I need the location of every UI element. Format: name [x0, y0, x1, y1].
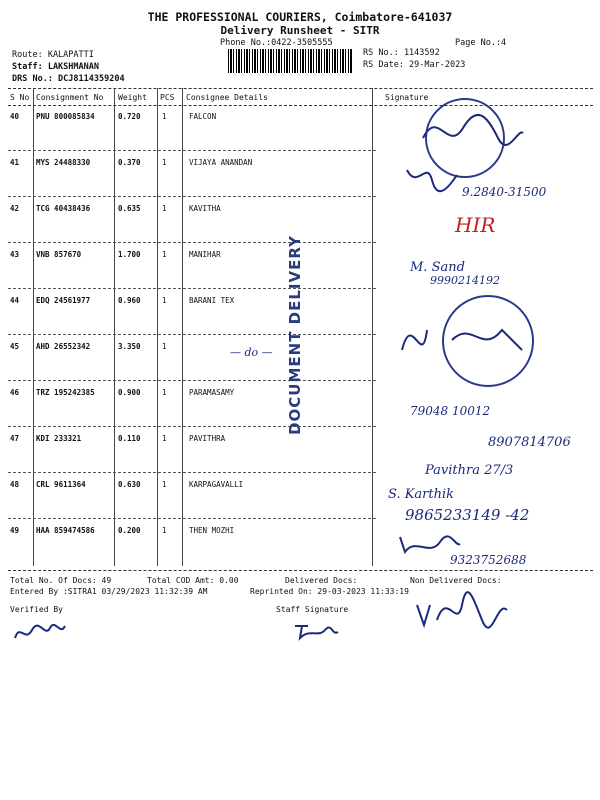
ditto-mark: — do — [230, 346, 273, 359]
document-subtitle: Delivery Runsheet - SITR [220, 24, 380, 37]
header-top-rule [8, 88, 593, 89]
column-header-pcs: PCS [160, 93, 175, 102]
row-sno: 49 [10, 526, 20, 535]
row-weight: 0.200 [118, 526, 141, 535]
handwritten-name: S. Karthik [388, 487, 455, 502]
row-sno: 42 [10, 204, 20, 213]
handwritten-name: Pavithra 27/3 [425, 463, 514, 478]
row-separator [8, 196, 376, 197]
row-consignment-no: TRZ 195242385 [36, 388, 95, 397]
barcode-image [228, 49, 353, 73]
row-separator [8, 472, 376, 473]
staff-label: Staff: LAKSHMANAN [12, 62, 99, 72]
verified-by-label: Verified By [10, 605, 63, 614]
row-separator [8, 288, 376, 289]
non-delivered-docs: Non Delivered Docs: [410, 576, 502, 585]
row-consignee: PARAMASAMY [189, 388, 235, 397]
footer-rule [8, 570, 593, 571]
row-pcs: 1 [162, 480, 167, 489]
row-consignment-no: KDI 233321 [36, 434, 82, 443]
row-pcs: 1 [162, 296, 167, 305]
column-header-consignment: Consignment No [36, 93, 104, 102]
handwritten-phone: 9.2840-31500 [462, 185, 547, 199]
row-weight: 0.900 [118, 388, 141, 397]
reprinted-on: Reprinted On: 29-03-2023 11:33:19 [250, 587, 409, 596]
header-bottom-rule [8, 105, 593, 106]
handwritten-phone: 9865233149 -42 [405, 506, 530, 524]
row-consignee: KARPAGAVALLI [189, 480, 244, 489]
row-sno: 48 [10, 480, 20, 489]
row-pcs: 1 [162, 434, 167, 443]
row-consignment-no: HAA 859474586 [36, 526, 95, 535]
rs-number: RS No.: 1143592 [363, 48, 440, 58]
document-delivery-stamp: DOCUMENT DELIVERY [286, 235, 304, 435]
row-separator [8, 334, 376, 335]
authorized-signature [412, 590, 512, 635]
column-divider [114, 88, 115, 566]
phone-number: Phone No.:0422-3505555 [220, 38, 333, 48]
handwritten-phone: 9990214192 [430, 274, 500, 287]
handwritten-phone: 9323752688 [450, 553, 527, 567]
entered-by: Entered By :SITRA1 03/29/2023 11:32:39 AM [10, 587, 208, 596]
row-consignee: BARANI TEX [189, 296, 235, 305]
row-consignment-no: EDQ 24561977 [36, 296, 91, 305]
row-separator [8, 380, 376, 381]
column-header-sno: S No [10, 93, 30, 102]
drs-number: DRS No.: DCJ8114359204 [12, 74, 125, 84]
row-pcs: 1 [162, 388, 167, 397]
row-pcs: 1 [162, 112, 167, 121]
staff-signature-label: Staff Signature [276, 605, 349, 614]
row-weight: 0.630 [118, 480, 141, 489]
column-divider [372, 88, 373, 566]
handwritten-phone: 8907814706 [488, 435, 571, 450]
row-pcs: 1 [162, 204, 167, 213]
row-consignee: THEN MOZHI [189, 526, 235, 535]
row-sno: 40 [10, 112, 20, 121]
column-header-signature: Signature [385, 93, 429, 102]
handwritten-name: M. Sand [410, 260, 465, 275]
row-sno: 47 [10, 434, 20, 443]
column-header-consignee: Consignee Details [186, 93, 268, 102]
row-weight: 1.700 [118, 250, 141, 259]
company-title: THE PROFESSIONAL COURIERS, Coimbatore-641037 [147, 10, 453, 24]
delivered-docs: Delivered Docs: [285, 576, 358, 585]
row-sno: 46 [10, 388, 20, 397]
signature-scribble [418, 108, 528, 158]
route-label: Route: KALAPATTI [12, 50, 94, 60]
row-consignee: VIJAYA ANANDAN [189, 158, 253, 167]
row-weight: 0.635 [118, 204, 141, 213]
row-consignee: MANIHAR [189, 250, 221, 259]
total-docs: Total No. Of Docs: 49 [10, 576, 112, 585]
row-consignment-no: PNU 800085834 [36, 112, 95, 121]
signature-scribble [402, 160, 462, 195]
page-number: Page No.:4 [455, 38, 507, 48]
column-header-weight: Weight [118, 93, 147, 102]
row-pcs: 1 [162, 526, 167, 535]
column-divider [157, 88, 158, 566]
row-separator [8, 426, 376, 427]
row-weight: 0.370 [118, 158, 141, 167]
row-consignment-no: TCG 40438436 [36, 204, 91, 213]
row-separator [8, 150, 376, 151]
column-divider [33, 88, 34, 566]
row-consignment-no: AHD 26552342 [36, 342, 91, 351]
rs-date: RS Date: 29-Mar-2023 [363, 60, 466, 70]
row-pcs: 1 [162, 250, 167, 259]
row-consignee: PAVITHRA [189, 434, 226, 443]
total-cod: Total COD Amt: 0.00 [147, 576, 239, 585]
handwritten-note: 79048 10012 [410, 404, 491, 418]
row-consignment-no: VNB 857670 [36, 250, 82, 259]
row-consignee: FALCON [189, 112, 217, 121]
row-sno: 45 [10, 342, 20, 351]
row-sno: 41 [10, 158, 20, 167]
row-weight: 0.960 [118, 296, 141, 305]
verifier-signature [10, 618, 70, 648]
row-consignee: KAVITHA [189, 204, 221, 213]
row-sno: 44 [10, 296, 20, 305]
row-consignment-no: CRL 9611364 [36, 480, 86, 489]
handwritten-note: HIR [455, 213, 496, 237]
signature-scribble [392, 310, 542, 365]
row-sno: 43 [10, 250, 20, 259]
staff-signature [290, 618, 340, 643]
row-pcs: 1 [162, 158, 167, 167]
row-separator [8, 242, 376, 243]
row-consignment-no: MYS 24488330 [36, 158, 91, 167]
row-separator [8, 518, 376, 519]
row-weight: 3.350 [118, 342, 141, 351]
row-weight: 0.720 [118, 112, 141, 121]
column-divider [182, 88, 183, 566]
row-weight: 0.110 [118, 434, 141, 443]
row-pcs: 1 [162, 342, 167, 351]
